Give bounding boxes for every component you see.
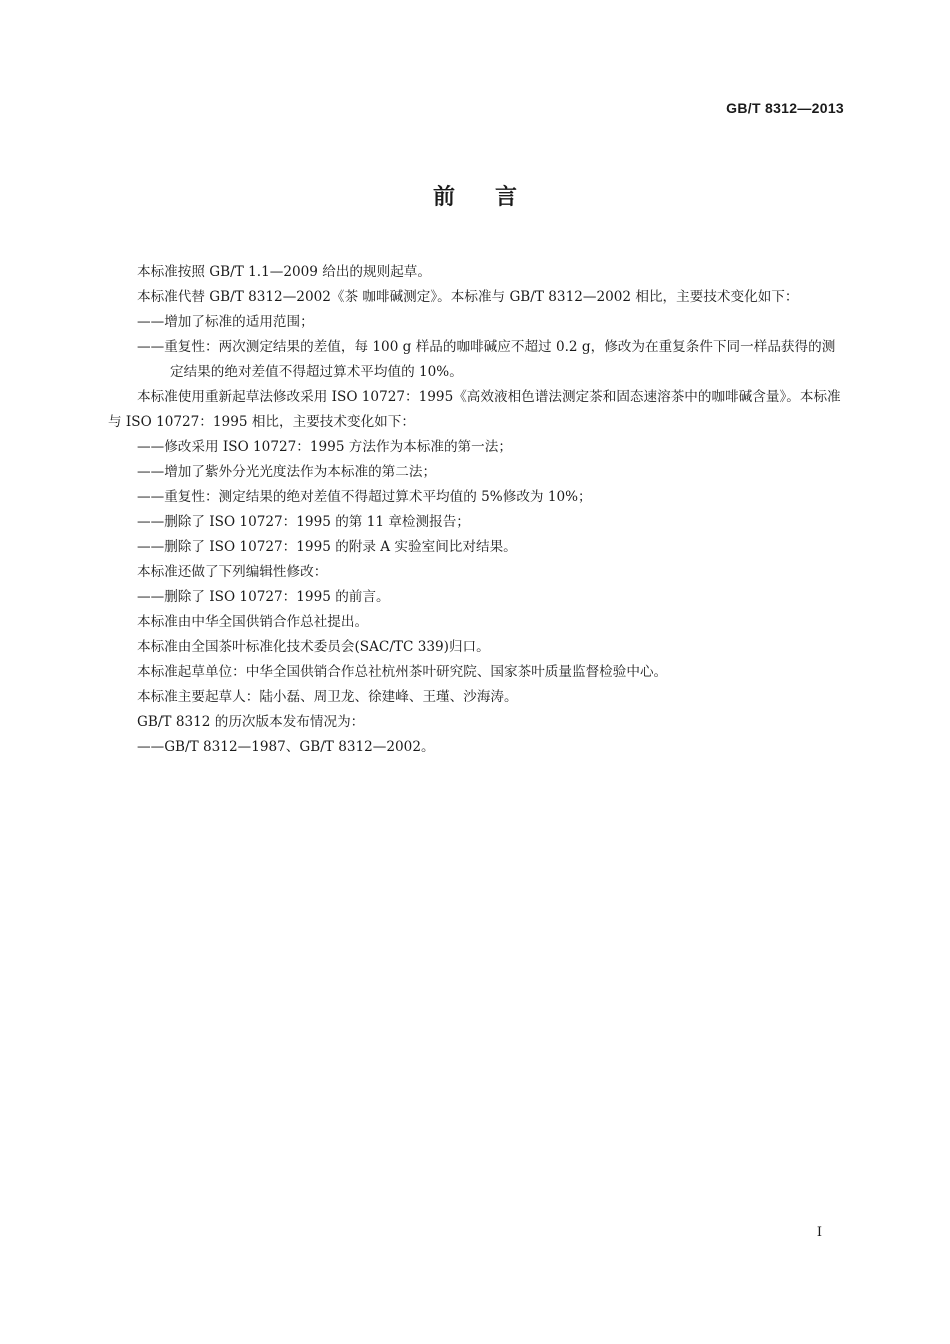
- list-item: ——GB/T 8312—1987、GB/T 8312—2002。: [137, 739, 435, 755]
- paragraph: 本标准代替 GB/T 8312—2002《茶 咖啡碱测定》。本标准与 GB/T 8312—2002 相比，主要技术变化如下：: [137, 289, 799, 305]
- list-item: ——删除了 ISO 10727：1995 的附录 A 实验室间比对结果。: [137, 539, 517, 555]
- list-item: ——删除了 ISO 10727：1995 的前言。: [137, 589, 390, 605]
- paragraph: 本标准起草单位：中华全国供销合作总社杭州茶叶研究院、国家茶叶质量监督检验中心。: [137, 664, 668, 680]
- list-item: ——修改采用 ISO 10727：1995 方法作为本标准的第一法；: [137, 439, 512, 455]
- paragraph: 本标准使用重新起草法修改采用 ISO 10727：1995《高效液相色谱法测定茶和固态速溶茶中的咖啡碱含量》。本标准与 ISO 10727：1995 相比，主要技术变化如下：: [108, 389, 841, 430]
- list-item: ——重复性：测定结果的绝对差值不得超过算术平均值的 5%修改为 10%；: [137, 489, 592, 505]
- standard-code: GB/T 8312—2013: [726, 100, 844, 116]
- paragraph: 本标准主要起草人：陆小磊、周卫龙、徐建峰、王瑾、沙海涛。: [137, 689, 518, 705]
- list-item: ——删除了 ISO 10727：1995 的第 11 章检测报告；: [137, 514, 470, 530]
- page-number: I: [816, 1225, 822, 1240]
- document-body: [108, 260, 846, 760]
- paragraph: 本标准按照 GB/T 1.1—2009 给出的规则起草。: [137, 264, 431, 280]
- paragraph: 本标准由全国茶叶标准化技术委员会(SAC/TC 339)归口。: [137, 639, 490, 655]
- paragraph: GB/T 8312 的历次版本发布情况为：: [137, 714, 365, 730]
- list-item: ——重复性：两次测定结果的差值，每 100 g 样品的咖啡碱应不超过 0.2 g，修改为在重复条件下同一样品获得的测定结果的绝对差值不得超过算术平均值的 10%。: [137, 339, 836, 380]
- list-item: ——增加了紫外分光光度法作为本标准的第二法；: [137, 464, 437, 480]
- paragraph: 本标准由中华全国供销合作总社提出。: [137, 614, 369, 630]
- page-title: 前言: [432, 185, 557, 210]
- list-item: ——增加了标准的适用范围；: [137, 314, 314, 330]
- paragraph: 本标准还做了下列编辑性修改：: [137, 564, 328, 580]
